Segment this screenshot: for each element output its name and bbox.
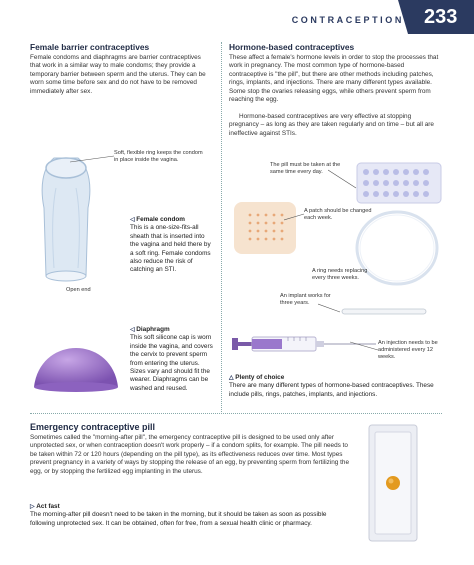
emergency-pill-pack-icon	[368, 424, 418, 542]
act-fast-title: Act fast	[36, 503, 60, 510]
diaphragm-caption	[130, 326, 215, 393]
ring-leader-line	[70, 154, 115, 166]
female-condom-caption-text: This is a one-size-fits-all sheath that is inserted into the vagina and held there by a soft ring. Female condoms also reduce the risk of catching an STI.	[130, 224, 211, 274]
ring-replace-label: A ring needs replacing every three weeks.	[312, 268, 368, 282]
implant-label: An implant works for three years.	[280, 293, 331, 307]
patch-icon	[232, 200, 298, 256]
injection-label: An injection needs to be administered every 12 weeks.	[378, 340, 438, 361]
emergency-body: Sometimes called the "morning-after pill", the emergency contraceptive pill is designed to be used only after unprotected sex, or when contraception doesn't work properly – if a condom splits, for example. The pill needs to be taken within 72 or 120 hours (depending on the pill type), as its effectiveness reduces over time. Most types prevent pregnancy in a variety of ways by stopping the release of an egg, by preventing sperm from fertilizing the egg, or by stopping the fertilized egg implanting in the uterus.	[30, 434, 349, 475]
hormone-title: Hormone-based contraceptives	[229, 42, 355, 52]
diaphragm-caption-text: This soft silicone cap is worn inside the vagina, and covers the cervix to prevent sperm from entering the uterus. Sizes vary and should fit the wearer. Diaphragms can be washed and reused.	[130, 334, 213, 392]
page-number: 233	[408, 0, 474, 34]
hormone-body-2: Hormone-based contraceptives are very effective at stopping pregnancy – as long as they are taken regularly and on time – but all are ineffective against STIs.	[229, 113, 434, 137]
emergency-title: Emergency contraceptive pill	[30, 422, 156, 432]
section-divider	[30, 413, 442, 414]
pill-pack-icon	[356, 162, 442, 204]
page-header	[0, 0, 474, 34]
act-fast-caption	[30, 503, 352, 528]
act-fast-text: The morning-after pill doesn't need to be taken in the morning, but it should be taken as soon as possible following unprotected sex. It can be obtained, often for free, from a sexual health clinic or pharmacy.	[30, 511, 327, 527]
plenty-choice-title: Plenty of choice	[235, 374, 285, 381]
caption-arrow-icon: ◁	[130, 217, 137, 223]
caption-arrow-icon: ◁	[130, 327, 137, 333]
page-tab-notch	[398, 0, 408, 34]
injection-leader-line	[350, 340, 380, 352]
diaphragm-caption-title: Diaphragm	[136, 326, 170, 333]
implant-icon	[318, 300, 438, 320]
open-end-label: Open end	[66, 287, 91, 293]
female-barrier-title: Female barrier contraceptives	[30, 42, 150, 52]
ring-label: Soft, flexible ring keeps the condom in place inside the vagina.	[114, 150, 203, 164]
caption-arrow-icon: ▷	[30, 504, 37, 510]
plenty-choice-text: There are many different types of hormone-based contraceptives. These include pills, rings, patches, implants, and injections.	[229, 382, 434, 398]
plenty-choice-caption	[229, 374, 443, 399]
section-title: CONTRACEPTION	[291, 15, 404, 25]
patch-label: A patch should be changed each week.	[304, 208, 372, 222]
pill-label: The pill must be taken at the same time every day.	[270, 162, 341, 176]
female-condom-illustration	[34, 148, 104, 284]
hormone-body-1: These affect a female's hormone levels in order to stop the processes that work in pregnancy. The most common type of hormone-based contraceptive is "the pill", but there are other methods including patches, rings, implants, and injections. There are many different types available. Some stop the ovaries releasing eggs, while others prevent sperm from reaching the egg.	[229, 54, 439, 104]
diaphragm-illustration	[30, 325, 122, 395]
female-barrier-body: Female condoms and diaphragms are barrier contraceptives that work in a similar way to male condoms; they provide a temporary barrier between sperm and the uterus. They can be worn some time before sex and do not have to be removed immediately after sex.	[30, 54, 206, 95]
female-condom-caption-title: Female condom	[136, 216, 185, 223]
column-divider	[221, 42, 222, 412]
female-condom-caption	[130, 216, 215, 275]
pill-leader-line	[328, 168, 358, 190]
caption-arrow-icon: △	[229, 375, 236, 381]
patch-leader-line	[284, 212, 306, 222]
